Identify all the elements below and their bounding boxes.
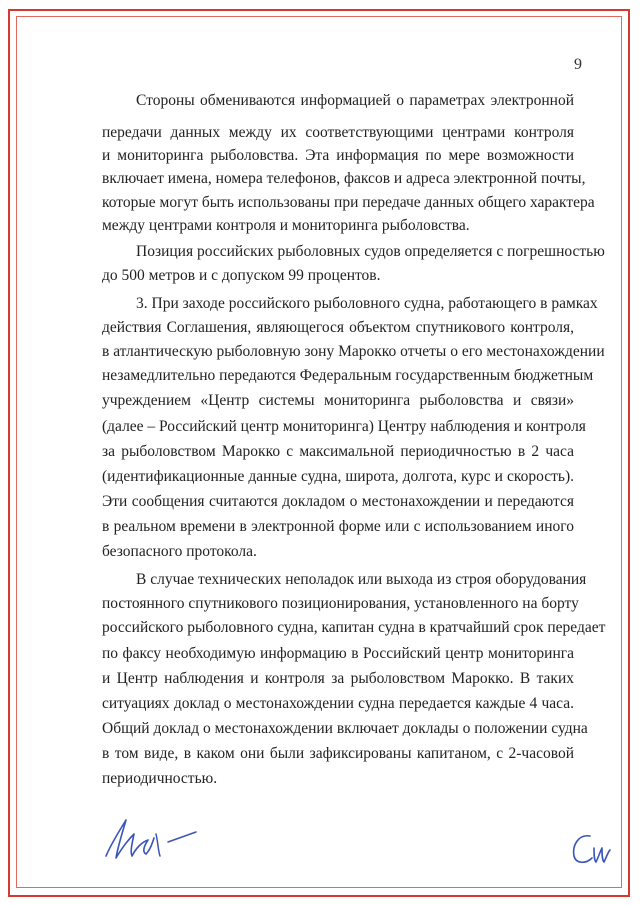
page-number: 9	[574, 56, 582, 73]
text-line: Позиция российских рыболовных судов определяется с погрешностью	[136, 243, 605, 260]
text-line: 3. При заходе российского рыболовного судна, работающего в рамках	[136, 295, 598, 312]
text-line: Общий доклад о местонахождении включает доклады о положении судна	[102, 720, 588, 737]
text-line: (далее – Российский центр мониторинга) Центру наблюдения и контроля	[102, 418, 586, 435]
text-line: и мониторинга рыболовства. Эта информация по мере возможности	[102, 147, 574, 164]
text-line: (идентификационные данные судна, широта, долгота, курс и скорость).	[102, 468, 574, 485]
text-line: постоянного спутникового позиционирования, установленного на борту	[102, 595, 579, 612]
text-line: периодичностью.	[102, 770, 218, 787]
text-line: незамедлительно передаются Федеральным государственным бюджетным	[102, 367, 594, 384]
text-line: в реальном времени в электронной форме или с использованием иного	[102, 518, 574, 535]
text-line: действия Соглашения, являющегося объектом спутникового контроля,	[102, 319, 574, 336]
text-line: и Центр наблюдения и контроля за рыболовством Марокко. В таких	[102, 670, 574, 687]
text-line: безопасного протокола.	[102, 543, 257, 560]
text-line: учреждением «Центр системы мониторинга рыболовства и связи»	[102, 392, 574, 409]
text-line: которые могут быть использованы при передаче данных общего характера	[102, 194, 595, 211]
text-line: между центрами контроля и мониторинга рыболовства.	[102, 217, 470, 234]
text-line: включает имена, номера телефонов, факсов и адреса электронной почты,	[102, 170, 586, 187]
text-line: Эти сообщения считаются докладом о местонахождении и передаются	[102, 493, 574, 510]
text-line: в том виде, в каком они были зафиксированы капитаном, с 2-часовой	[102, 745, 574, 762]
text-line: российского рыболовного судна, капитан судна в кратчайший срок передает	[102, 619, 606, 636]
text-line: по факсу необходимую информацию в Российский центр мониторинга	[102, 645, 574, 662]
text-line: до 500 метров и с допуском 99 процентов.	[102, 267, 381, 284]
text-line: ситуациях доклад о местонахождении судна передается каждые 4 часа.	[102, 695, 574, 712]
text-line: за рыболовством Марокко с максимальной периодичностью в 2 часа	[102, 443, 574, 460]
text-line: Стороны обмениваются информацией о параметрах электронной	[136, 92, 574, 109]
initial-mark-right	[566, 828, 620, 868]
text-line: передачи данных между их соответствующими центрами контроля	[102, 124, 574, 141]
signature-mark-left	[92, 812, 204, 866]
text-line: В случае технических неполадок или выхода из строя оборудования	[136, 571, 587, 588]
text-line: в атлантическую рыболовную зону Марокко отчеты о его местонахождении	[102, 343, 605, 360]
